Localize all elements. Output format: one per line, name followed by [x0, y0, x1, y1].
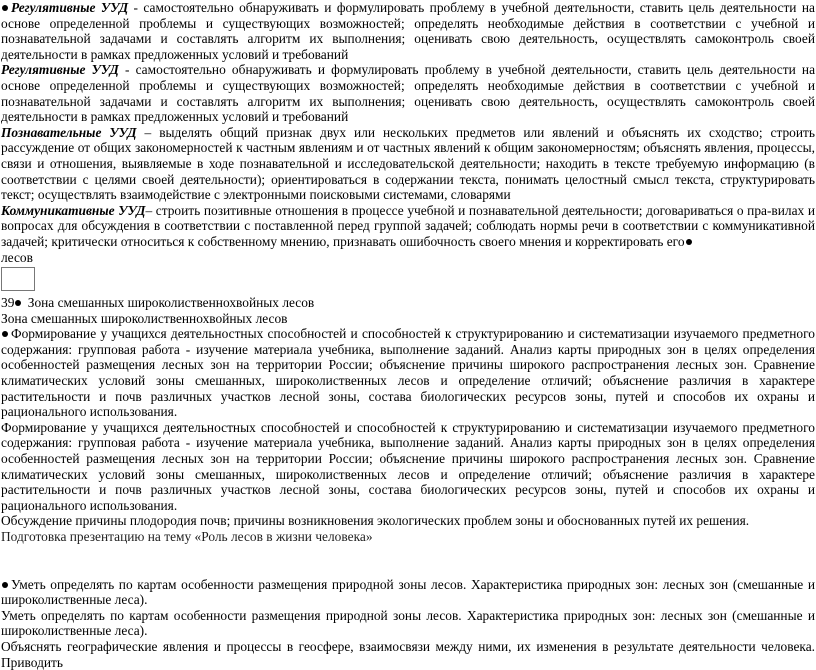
slide-number: 39	[1, 295, 15, 311]
communicative-uud-text: – строить позитивные отношения в процессе учебной и познавательной деятельности; договариваться о пра-вилах и вопросах для обсуждения в соответствии с поставленной перед группой задачей; соблюдать нормы речи в соответствии с коммуникативной задачей; критически относиться к собственному мнению, признавать ошибочность своего мнения и корректировать его	[1, 202, 816, 249]
slide-title: Зона смешанных широколиственнохвойных лесов	[24, 295, 315, 311]
regulatory-uud-label-1: Регулятивные УУД	[11, 0, 129, 15]
regulatory-uud-label-2: Регулятивные УУД	[1, 62, 119, 78]
bullet-icon	[2, 5, 8, 11]
skill-paragraph-2: Уметь определять по картам особенности размещения природной зоны лесов. Характеристика природных зон: лесных зон (смешанные и широколиственные леса).	[1, 607, 815, 639]
slide-title-line	[1, 295, 815, 311]
cognitive-uud-label: Познавательные УУД	[1, 124, 137, 140]
bullet-icon	[686, 239, 692, 245]
blank-space	[1, 545, 815, 577]
bullet-icon	[15, 300, 21, 306]
formation-paragraph-2: Формирование у учащихся деятельностных способностей и способностей к структурированию и систематизации изучаемого предметного содержания: групповая работа - изучение материала учебника, выполнение заданий. Анализ карты природных зон в целях определения особенностей размещения лесных зон на территории России; объяснение причины широкого распространения лесных зон. Сравнение климатических условий зоны смешанных, широколиственных лесов и определение отличий; объяснение различия в характере растительности и почв различных участков лесной зоны, состава биологических ресурсов зоны, путей и способов их охраны и рационального использования.	[1, 419, 815, 513]
formation-paragraph-1	[1, 326, 815, 420]
presentation-line: Подготовка презентацию на тему «Роль лесов в жизни человека»	[1, 529, 373, 544]
image-placeholder-box	[1, 267, 35, 291]
regulatory-uud-paragraph-1	[1, 0, 815, 62]
communicative-uud-label: Коммуникативные УУД	[1, 202, 146, 218]
bullet-icon	[2, 331, 8, 337]
section-heading: Зона смешанных широколиственнохвойных лесов	[1, 310, 288, 326]
skill-text-1: Уметь определять по картам особенности размещения природной зоны лесов. Характеристика природных зон: лесных зон (смешанные и широколиственные леса).	[1, 576, 815, 608]
regulatory-uud-text-2: - самостоятельно обнаруживать и формулировать проблему в учебной деятельности, ставить цель деятельности на основе определенной проблемы и существующих возможностей; определять необходимые действия в соответствии с учебной и познавательной задачами и составлять алгоритм их выполнения; оценивать свою деятельность, осуществлять самоконтроль своей деятельности в рамках предложенных условий и требований	[1, 62, 816, 125]
lesov-word: лесов	[1, 249, 33, 265]
discussion-line: Обсуждение причины плодородия почв; причины возникновения экологических проблем зоны и обоснованных путей их решения.	[1, 513, 750, 529]
regulatory-uud-text-1: - самостоятельно обнаруживать и формулировать проблему в учебной деятельности, ставить цель деятельности на основе определенной проблемы и существующих возможностей; определять необходимые действия в соответствии с учебной и познавательной задачами и составлять алгоритм их выполнения; оценивать свою деятельность, осуществлять самоконтроль своей деятельности в рамках предложенных условий и требований	[1, 0, 816, 62]
communicative-uud-paragraph	[1, 203, 815, 250]
regulatory-uud-paragraph-2	[1, 62, 815, 124]
explain-paragraph: Объяснять географические явления и процессы в геосфере, взаимосвязи между ними, их изменения в результате деятельности человека. Приводить	[1, 638, 815, 670]
cognitive-uud-text: – выделять общий признак двух или нескольких предметов или явлений и объяснять их сходство; строить рассуждение от общих закономерностей к частным явлениям и от частных явлений к общим закономерностям; объяснять явления, процессы, связи и отношения, выявляемые в ходе познавательной и исследовательской деятельности; находить в тексте требуемую информацию (в соответствии с целями своей деятельности); ориентироваться в содержании текста, понимать целостный смысл текста, структурировать текст; осуществлять взаимодействие с электронными поисковыми системами, словарями	[1, 124, 815, 203]
bullet-icon	[2, 582, 8, 588]
cognitive-uud-paragraph	[1, 125, 815, 203]
skill-paragraph-1	[1, 577, 815, 608]
formation-text-1: Формирование у учащихся деятельностных способностей и способностей к структурированию и систематизации изучаемого предметного содержания: групповая работа - изучение материала учебника, выполнение заданий. Анализ карты природных зон в целях определения особенностей размещения лесных зон на территории России; объяснение причины широкого распространения лесных зон. Сравнение климатических условий зоны смешанных, широколиственных лесов и определение отличий; объяснение различия в характере растительности и почв различных участков лесной зоны, состава биологических ресурсов зоны, путей и способов их охраны и рационального использования.	[1, 326, 815, 420]
